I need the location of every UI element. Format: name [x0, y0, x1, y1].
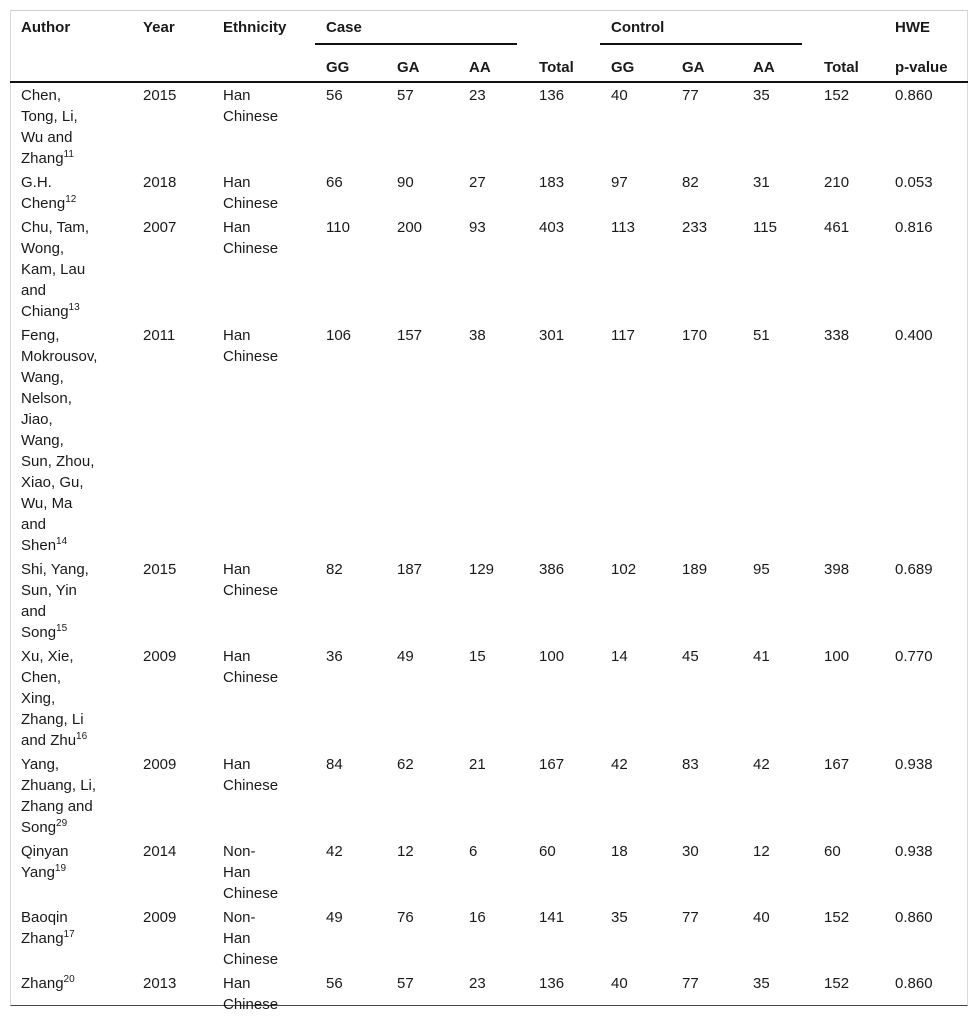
- reference-number: 19: [54, 863, 67, 874]
- author-cell: [10, 644, 132, 752]
- reference-number: 14: [56, 536, 68, 547]
- control-ga-cell: 233: [682, 219, 708, 236]
- author-line: G.H.: [21, 174, 52, 191]
- reference-number: 15: [56, 623, 68, 634]
- table-row: [10, 971, 968, 1016]
- year-cell: 2014: [143, 843, 177, 860]
- author-line: Nelson,: [21, 390, 72, 407]
- blank-header-cell: [528, 10, 600, 50]
- control-ga-cell: 77: [682, 975, 699, 992]
- table-row: [10, 557, 968, 644]
- ethnicity-cell: [212, 905, 315, 971]
- case-gg-cell: 106: [326, 327, 352, 344]
- case-ga-cell: 157: [397, 327, 423, 344]
- control-aa-cell: 12: [753, 843, 770, 860]
- ethnicity-line: Chinese: [223, 885, 279, 902]
- control-ga-cell: 170: [682, 327, 708, 344]
- control-aa-cell: 41: [753, 648, 770, 665]
- ethnicity-line: Chinese: [223, 669, 279, 686]
- reference-number: 13: [68, 302, 80, 313]
- author-line: Tong, Li,: [21, 108, 78, 125]
- col-case-ga: GA: [386, 50, 458, 82]
- pvalue-cell: 0.816: [895, 219, 933, 236]
- ethnicity-line: Chinese: [223, 240, 279, 257]
- year-cell: 2009: [143, 648, 177, 665]
- col-group-control: [600, 10, 813, 50]
- author-line: Cheng: [21, 195, 66, 212]
- control-ga-cell: 82: [682, 174, 699, 191]
- ethnicity-cell: [212, 557, 315, 644]
- ethnicity-line: Chinese: [223, 108, 279, 125]
- ethnicity-line: Chinese: [223, 348, 279, 365]
- table-header: [10, 10, 968, 82]
- reference-number: 17: [63, 929, 75, 940]
- case-gg-cell: 82: [326, 561, 343, 578]
- pvalue-cell: 0.770: [895, 648, 933, 665]
- ethnicity-cell: [212, 215, 315, 323]
- author-line: Shen: [21, 537, 57, 554]
- case-aa-cell: 23: [469, 87, 486, 104]
- case-ga-cell: 200: [397, 219, 423, 236]
- ethnicity-cell: [212, 323, 315, 557]
- control-gg-cell: 35: [611, 909, 628, 926]
- col-case-total: Total: [528, 50, 600, 82]
- author-line: Zhuang, Li,: [21, 777, 97, 794]
- table-row: [10, 215, 968, 323]
- ethnicity-cell: [212, 170, 315, 215]
- case-ga-cell: 62: [397, 756, 414, 773]
- control-ga-cell: 77: [682, 909, 699, 926]
- control-aa-cell: 40: [753, 909, 770, 926]
- author-line: Chu, Tam,: [21, 219, 90, 236]
- col-ethnicity: Ethnicity: [223, 19, 287, 36]
- ethnicity-cell: [212, 644, 315, 752]
- case-aa-cell: 93: [469, 219, 486, 236]
- author-line: Wong,: [21, 240, 65, 257]
- table-row: [10, 170, 968, 215]
- author-line: Wu and: [21, 129, 73, 146]
- author-line: Zhang: [21, 150, 64, 167]
- control-ga-cell: 83: [682, 756, 699, 773]
- col-group-case: [315, 10, 528, 50]
- ethnicity-line: Han: [223, 975, 251, 992]
- control-total-cell: 152: [824, 909, 850, 926]
- case-ga-cell: 187: [397, 561, 423, 578]
- year-cell: 2018: [143, 174, 177, 191]
- author-line: Zhang: [21, 930, 64, 947]
- pvalue-cell: 0.400: [895, 327, 933, 344]
- year-cell: 2009: [143, 909, 177, 926]
- control-total-cell: 167: [824, 756, 850, 773]
- control-label: Control: [600, 17, 802, 45]
- case-total-cell: 60: [539, 843, 556, 860]
- author-cell: [10, 752, 132, 839]
- ethnicity-cell: [212, 752, 315, 839]
- col-pvalue: p-value: [884, 50, 968, 82]
- author-line: Shi, Yang,: [21, 561, 89, 578]
- table-body: [10, 82, 968, 1016]
- blank-header-cell: [813, 10, 884, 50]
- author-line: and: [21, 603, 47, 620]
- case-total-cell: 167: [539, 756, 565, 773]
- author-line: Mokrousov,: [21, 348, 98, 365]
- author-line: Chen,: [21, 87, 62, 104]
- blank-header-cell: [212, 50, 315, 82]
- control-total-cell: 461: [824, 219, 850, 236]
- author-line: and Zhu: [21, 732, 77, 749]
- control-total-cell: 210: [824, 174, 850, 191]
- case-gg-cell: 84: [326, 756, 343, 773]
- control-total-cell: 152: [824, 87, 850, 104]
- reference-number: 20: [63, 974, 75, 985]
- author-cell: [10, 170, 132, 215]
- author-line: Wang,: [21, 369, 64, 386]
- case-ga-cell: 12: [397, 843, 414, 860]
- col-year: Year: [143, 19, 175, 36]
- pvalue-cell: 0.689: [895, 561, 933, 578]
- ethnicity-line: Chinese: [223, 582, 279, 599]
- case-gg-cell: 66: [326, 174, 343, 191]
- ethnicity-line: Han: [223, 327, 251, 344]
- author-line: Yang: [21, 864, 55, 881]
- col-case-gg: GG: [315, 50, 386, 82]
- control-total-cell: 152: [824, 975, 850, 992]
- author-line: Yang,: [21, 756, 60, 773]
- case-gg-cell: 49: [326, 909, 343, 926]
- control-aa-cell: 35: [753, 87, 770, 104]
- ethnicity-line: Han: [223, 219, 251, 236]
- case-ga-cell: 76: [397, 909, 414, 926]
- header-row-2: [10, 50, 968, 82]
- case-total-cell: 403: [539, 219, 565, 236]
- col-control-ga: GA: [671, 50, 742, 82]
- control-gg-cell: 97: [611, 174, 628, 191]
- case-total-cell: 386: [539, 561, 565, 578]
- author-cell: [10, 905, 132, 971]
- reference-number: 12: [65, 194, 77, 205]
- case-gg-cell: 110: [326, 219, 350, 236]
- author-line: Chen,: [21, 669, 62, 686]
- ethnicity-cell: [212, 971, 315, 1016]
- ethnicity-line: Chinese: [223, 996, 279, 1013]
- case-gg-cell: 56: [326, 87, 343, 104]
- case-ga-cell: 57: [397, 87, 414, 104]
- ethnicity-line: Non-: [223, 909, 256, 926]
- author-line: Baoqin: [21, 909, 68, 926]
- control-aa-cell: 42: [753, 756, 770, 773]
- year-cell: 2015: [143, 561, 177, 578]
- case-total-cell: 183: [539, 174, 565, 191]
- table-row: [10, 644, 968, 752]
- control-gg-cell: 113: [611, 219, 635, 236]
- reference-number: 16: [76, 731, 88, 742]
- author-cell: [10, 82, 132, 170]
- ethnicity-line: Han: [223, 930, 251, 947]
- blank-header-cell: [132, 50, 212, 82]
- ethnicity-line: Han: [223, 174, 251, 191]
- author-line: Zhang: [21, 975, 64, 992]
- author-line: Wang,: [21, 432, 64, 449]
- control-total-cell: 60: [824, 843, 841, 860]
- ethnicity-cell: [212, 839, 315, 905]
- control-total-cell: 398: [824, 561, 850, 578]
- col-control-aa: AA: [742, 50, 813, 82]
- case-aa-cell: 16: [469, 909, 486, 926]
- control-aa-cell: 31: [753, 174, 770, 191]
- ethnicity-cell: [212, 82, 315, 170]
- author-line: Wu, Ma: [21, 495, 73, 512]
- author-line: Xu, Xie,: [21, 648, 74, 665]
- author-line: Sun, Yin: [21, 582, 77, 599]
- ethnicity-line: Chinese: [223, 951, 279, 968]
- case-ga-cell: 90: [397, 174, 414, 191]
- author-line: Qinyan: [21, 843, 69, 860]
- control-total-cell: 100: [824, 648, 850, 665]
- genotype-table: [10, 10, 968, 1016]
- case-aa-cell: 129: [469, 561, 495, 578]
- author-cell: [10, 971, 132, 1016]
- control-gg-cell: 18: [611, 843, 628, 860]
- author-cell: [10, 215, 132, 323]
- table-row: [10, 839, 968, 905]
- control-aa-cell: 35: [753, 975, 770, 992]
- control-ga-cell: 189: [682, 561, 708, 578]
- col-hwe: HWE: [895, 19, 931, 36]
- table-row: [10, 752, 968, 839]
- case-aa-cell: 6: [469, 843, 478, 860]
- control-gg-cell: 102: [611, 561, 637, 578]
- case-total-cell: 136: [539, 975, 565, 992]
- case-ga-cell: 49: [397, 648, 414, 665]
- year-cell: 2013: [143, 975, 177, 992]
- author-line: Xiao, Gu,: [21, 474, 84, 491]
- year-cell: 2007: [143, 219, 177, 236]
- pvalue-cell: 0.938: [895, 843, 933, 860]
- blank-header-cell: [10, 50, 132, 82]
- reference-number: 11: [63, 149, 74, 160]
- case-label: Case: [315, 17, 517, 45]
- author-line: Xing,: [21, 690, 56, 707]
- year-cell: 2015: [143, 87, 177, 104]
- author-line: Kam, Lau: [21, 261, 86, 278]
- ethnicity-line: Han: [223, 87, 251, 104]
- author-line: and: [21, 516, 47, 533]
- author-line: Jiao,: [21, 411, 53, 428]
- author-line: Song: [21, 624, 57, 641]
- col-author: Author: [21, 19, 71, 36]
- case-aa-cell: 21: [469, 756, 486, 773]
- ethnicity-line: Han: [223, 864, 251, 881]
- author-cell: [10, 557, 132, 644]
- year-cell: 2009: [143, 756, 177, 773]
- control-aa-cell: 51: [753, 327, 770, 344]
- control-aa-cell: 115: [753, 219, 777, 236]
- ethnicity-line: Non-: [223, 843, 256, 860]
- author-line: and: [21, 282, 47, 299]
- ethnicity-line: Han: [223, 756, 251, 773]
- ethnicity-line: Chinese: [223, 777, 279, 794]
- case-gg-cell: 36: [326, 648, 343, 665]
- author-line: Sun, Zhou,: [21, 453, 95, 470]
- table-row: [10, 82, 968, 170]
- control-ga-cell: 77: [682, 87, 699, 104]
- table-row: [10, 323, 968, 557]
- col-control-gg: GG: [600, 50, 671, 82]
- author-line: Zhang, Li: [21, 711, 84, 728]
- reference-number: 29: [56, 818, 68, 829]
- case-aa-cell: 27: [469, 174, 486, 191]
- control-gg-cell: 14: [611, 648, 628, 665]
- control-total-cell: 338: [824, 327, 850, 344]
- author-cell: [10, 323, 132, 557]
- control-gg-cell: 42: [611, 756, 628, 773]
- pvalue-cell: 0.053: [895, 174, 933, 191]
- pvalue-cell: 0.860: [895, 87, 933, 104]
- header-row-1: [10, 10, 968, 50]
- ethnicity-line: Han: [223, 648, 251, 665]
- case-gg-cell: 42: [326, 843, 343, 860]
- ethnicity-line: Han: [223, 561, 251, 578]
- control-ga-cell: 30: [682, 843, 699, 860]
- control-gg-cell: 117: [611, 327, 635, 344]
- control-gg-cell: 40: [611, 975, 628, 992]
- author-line: Chiang: [21, 303, 69, 320]
- col-case-aa: AA: [458, 50, 528, 82]
- case-aa-cell: 23: [469, 975, 486, 992]
- case-gg-cell: 56: [326, 975, 343, 992]
- pvalue-cell: 0.938: [895, 756, 933, 773]
- author-cell: [10, 839, 132, 905]
- author-line: Zhang and: [21, 798, 93, 815]
- case-ga-cell: 57: [397, 975, 414, 992]
- control-ga-cell: 45: [682, 648, 699, 665]
- control-gg-cell: 40: [611, 87, 628, 104]
- control-aa-cell: 95: [753, 561, 770, 578]
- author-line: Song: [21, 819, 57, 836]
- case-total-cell: 141: [539, 909, 565, 926]
- case-total-cell: 301: [539, 327, 565, 344]
- case-total-cell: 100: [539, 648, 565, 665]
- case-aa-cell: 15: [469, 648, 486, 665]
- pvalue-cell: 0.860: [895, 975, 933, 992]
- author-line: Feng,: [21, 327, 60, 344]
- ethnicity-line: Chinese: [223, 195, 279, 212]
- col-control-total: Total: [813, 50, 884, 82]
- table-row: [10, 905, 968, 971]
- case-total-cell: 136: [539, 87, 565, 104]
- case-aa-cell: 38: [469, 327, 486, 344]
- pvalue-cell: 0.860: [895, 909, 933, 926]
- year-cell: 2011: [143, 327, 176, 344]
